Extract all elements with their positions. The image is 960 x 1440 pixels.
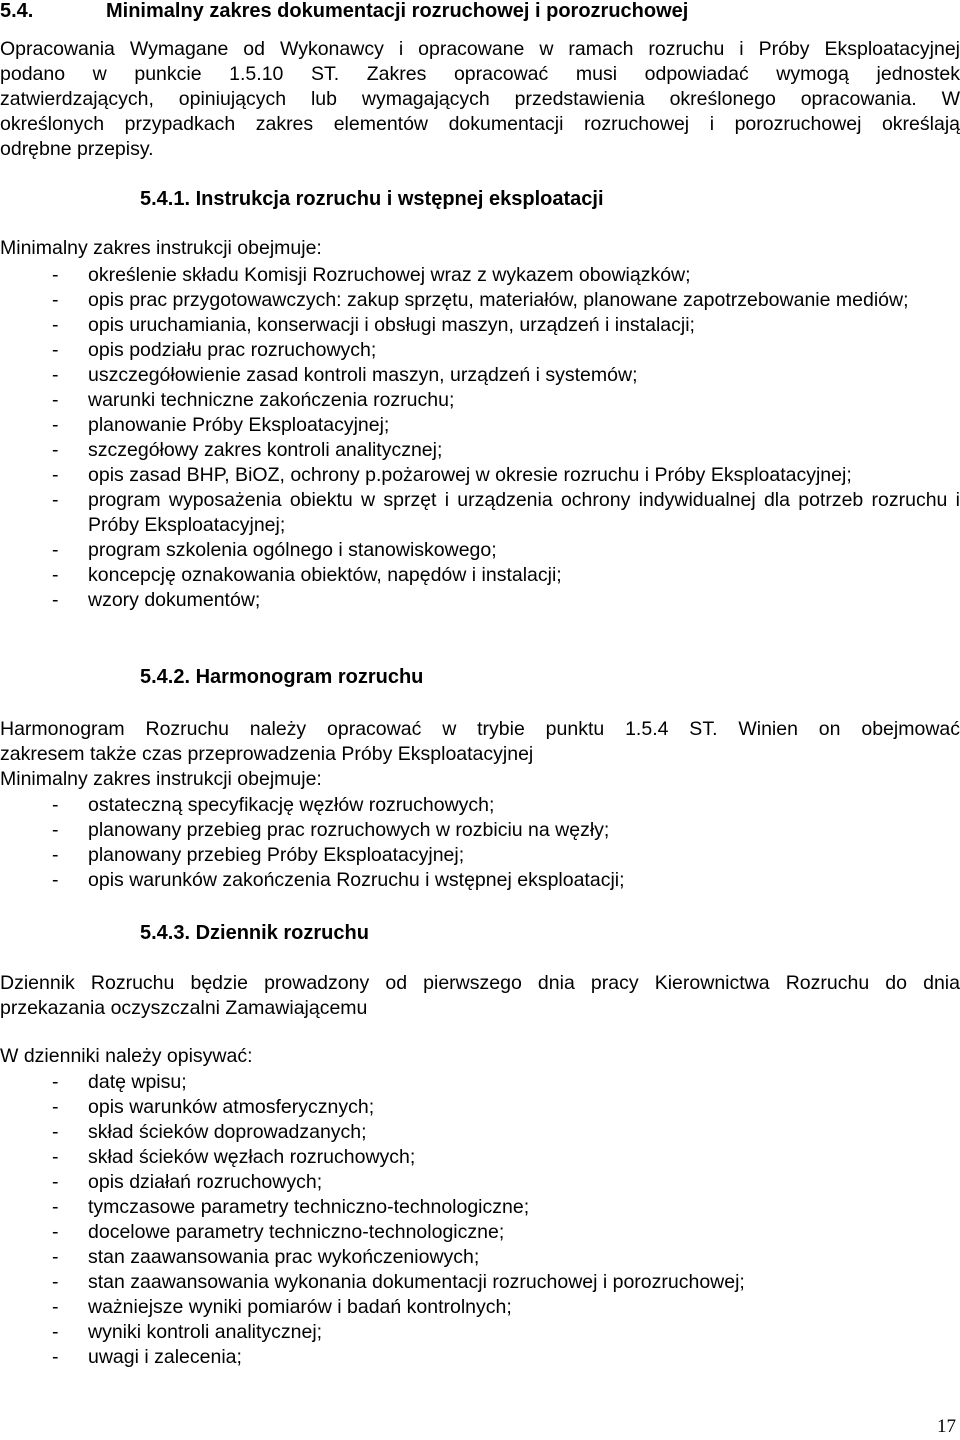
s3-paragraph	[0, 971, 960, 1021]
intro-line: określonych przypadkach zakres elementów dokumentacji rozruchowej i porozruchowej określają	[0, 113, 960, 135]
list-dash: -	[52, 389, 59, 411]
list-dash: -	[52, 489, 59, 511]
list-item	[0, 288, 960, 313]
list-item-text: warunki techniczne zakończenia rozruchu;	[88, 389, 455, 411]
list-item	[0, 868, 960, 893]
list-dash: -	[52, 339, 59, 361]
list-item-text: tymczasowe parametry techniczno-technologiczne;	[88, 1196, 530, 1218]
list-dash: -	[52, 819, 59, 841]
list-item-text: planowany przebieg Próby Eksploatacyjnej;	[88, 844, 465, 866]
list-item	[0, 463, 960, 488]
list-item	[0, 413, 960, 438]
list-item	[0, 388, 960, 413]
list-item	[0, 538, 960, 563]
list-item-text: program szkolenia ogólnego i stanowiskowego;	[88, 539, 497, 561]
list-item	[0, 438, 960, 463]
subsection-heading-harmonogram: 5.4.2. Harmonogram rozruchu	[140, 666, 424, 688]
list-dash: -	[52, 1271, 59, 1293]
list-item	[0, 818, 960, 843]
list-item-text: datę wpisu;	[88, 1071, 187, 1093]
list-item	[0, 363, 960, 388]
list-dash: -	[52, 289, 59, 311]
list-item	[0, 843, 960, 868]
list-item	[0, 1095, 960, 1120]
list-dash: -	[52, 1071, 59, 1093]
list-item	[0, 1270, 960, 1295]
s3-line: Dziennik Rozruchu będzie prowadzony od pierwszego dnia pracy Kierownictwa Rozruchu do dnia	[0, 972, 960, 994]
list-item-text: szczegółowy zakres kontroli analitycznej;	[88, 439, 443, 461]
list-dash: -	[52, 1296, 59, 1318]
list-item-text: określenie składu Komisji Rozruchowej wraz z wykazem obowiązków;	[88, 264, 691, 286]
list-dash: -	[52, 1121, 59, 1143]
list-dash: -	[52, 589, 59, 611]
list-item-text: wyniki kontroli analitycznej;	[88, 1321, 323, 1343]
list-item	[0, 793, 960, 818]
list-item-text: opis podziału prac rozruchowych;	[88, 339, 377, 361]
list-dash: -	[52, 794, 59, 816]
list-dash: -	[52, 264, 59, 286]
list-item	[0, 1295, 960, 1320]
list-item	[0, 1245, 960, 1270]
list-item	[0, 1220, 960, 1245]
list-dash: -	[52, 844, 59, 866]
list-item	[0, 488, 960, 538]
list-dash: -	[52, 869, 59, 891]
list-dash: -	[52, 1196, 59, 1218]
list-item-text: opis uruchamiania, konserwacji i obsługi maszyn, urządzeń i instalacji;	[88, 314, 695, 336]
s2-line: Minimalny zakres instrukcji obejmuje:	[0, 768, 322, 790]
list-item	[0, 1170, 960, 1195]
list-dash: -	[52, 464, 59, 486]
s1-list	[0, 263, 960, 613]
section-heading	[0, 0, 688, 23]
list-item	[0, 588, 960, 613]
list-dash: -	[52, 1171, 59, 1193]
section-number: 5.4.	[0, 0, 34, 22]
intro-line: odrębne przepisy.	[0, 138, 154, 160]
list-item-text: planowany przebieg prac rozruchowych w rozbiciu na węzły;	[88, 819, 610, 841]
intro-line: Opracowania Wymagane od Wykonawcy i opracowane w ramach rozruchu i Próby Eksploatacyjnej	[0, 38, 960, 60]
list-item	[0, 1070, 960, 1095]
list-dash: -	[52, 539, 59, 561]
list-item-text: wzory dokumentów;	[88, 589, 261, 611]
list-item-text: opis zasad BHP, BiOZ, ochrony p.pożarowej w okresie rozruchu i Próby Eksploatacyjnej;	[88, 464, 852, 486]
list-item-text: skład ścieków doprowadzanych;	[88, 1121, 367, 1143]
list-item-text: opis warunków zakończenia Rozruchu i wstępnej eksploatacji;	[88, 869, 625, 891]
list-item-text: uszczegółowienie zasad kontroli maszyn, urządzeń i systemów;	[88, 364, 638, 386]
list-item-text: stan zaawansowania prac wykończeniowych;	[88, 1246, 480, 1268]
s3-lead-text: W dzienniki należy opisywać:	[0, 1045, 253, 1067]
list-dash: -	[52, 1346, 59, 1368]
list-dash: -	[52, 1146, 59, 1168]
list-item-text: opis prac przygotowawczych: zakup sprzętu, materiałów, planowane zapotrzebowanie mediów;	[88, 289, 909, 311]
list-item-text: opis warunków atmosferycznych;	[88, 1096, 375, 1118]
list-item-text: program wyposażenia obiektu w sprzęt i urządzenia ochrony indywidualnej dla potrzeb rozruchu i Próby Eksploatacyjnej;	[88, 489, 960, 536]
list-item-text: stan zaawansowania wykonania dokumentacji rozruchowej i porozruchowej;	[88, 1271, 745, 1293]
list-item	[0, 1195, 960, 1220]
list-dash: -	[52, 1096, 59, 1118]
list-item-text: planowanie Próby Eksploatacyjnej;	[88, 414, 390, 436]
page-number: 17	[937, 1416, 956, 1437]
s3-line: przekazania oczyszczalni Zamawiającemu	[0, 997, 368, 1019]
list-item-text: ważniejsze wyniki pomiarów i badań kontrolnych;	[88, 1296, 512, 1318]
list-dash: -	[52, 1246, 59, 1268]
list-item-text: opis działań rozruchowych;	[88, 1171, 323, 1193]
list-item-text: koncepcję oznakowania obiektów, napędów i instalacji;	[88, 564, 562, 586]
list-item	[0, 263, 960, 288]
intro-paragraph	[0, 37, 960, 162]
s3-list	[0, 1070, 960, 1370]
list-item-text: uwagi i zalecenia;	[88, 1346, 242, 1368]
s3-lead	[0, 1044, 960, 1069]
s2-line: Harmonogram Rozruchu należy opracować w trybie punktu 1.5.4 ST. Winien on obejmować	[0, 718, 960, 740]
s1-lead-text: Minimalny zakres instrukcji obejmuje:	[0, 237, 322, 259]
list-item	[0, 313, 960, 338]
s2-paragraph	[0, 717, 960, 792]
list-item	[0, 1320, 960, 1345]
list-item	[0, 338, 960, 363]
s2-list	[0, 793, 960, 893]
s1-lead	[0, 236, 960, 261]
intro-line: zatwierdzających, opiniujących lub wymagających przedstawienia określonego opracowania. W	[0, 88, 960, 110]
list-dash: -	[52, 414, 59, 436]
list-item-text: docelowe parametry techniczno-technologiczne;	[88, 1221, 505, 1243]
list-dash: -	[52, 1321, 59, 1343]
s2-line: zakresem także czas przeprowadzenia Próby Eksploatacyjnej	[0, 743, 534, 765]
list-item	[0, 563, 960, 588]
list-dash: -	[52, 314, 59, 336]
list-dash: -	[52, 364, 59, 386]
list-item-text: ostateczną specyfikację węzłów rozruchowych;	[88, 794, 495, 816]
list-item	[0, 1345, 960, 1370]
intro-line: podano w punkcie 1.5.10 ST. Zakres opracować musi odpowiadać wymogą jednostek	[0, 63, 960, 85]
list-item-text: skład ścieków węzłach rozruchowych;	[88, 1146, 416, 1168]
list-item	[0, 1120, 960, 1145]
list-dash: -	[52, 564, 59, 586]
list-dash: -	[52, 439, 59, 461]
list-dash: -	[52, 1221, 59, 1243]
list-item	[0, 1145, 960, 1170]
subsection-heading-dziennik: 5.4.3. Dziennik rozruchu	[140, 922, 369, 944]
section-title: Minimalny zakres dokumentacji rozruchowej i porozruchowej	[106, 0, 689, 22]
subsection-heading-instrukcja: 5.4.1. Instrukcja rozruchu i wstępnej eksploatacji	[140, 188, 604, 210]
